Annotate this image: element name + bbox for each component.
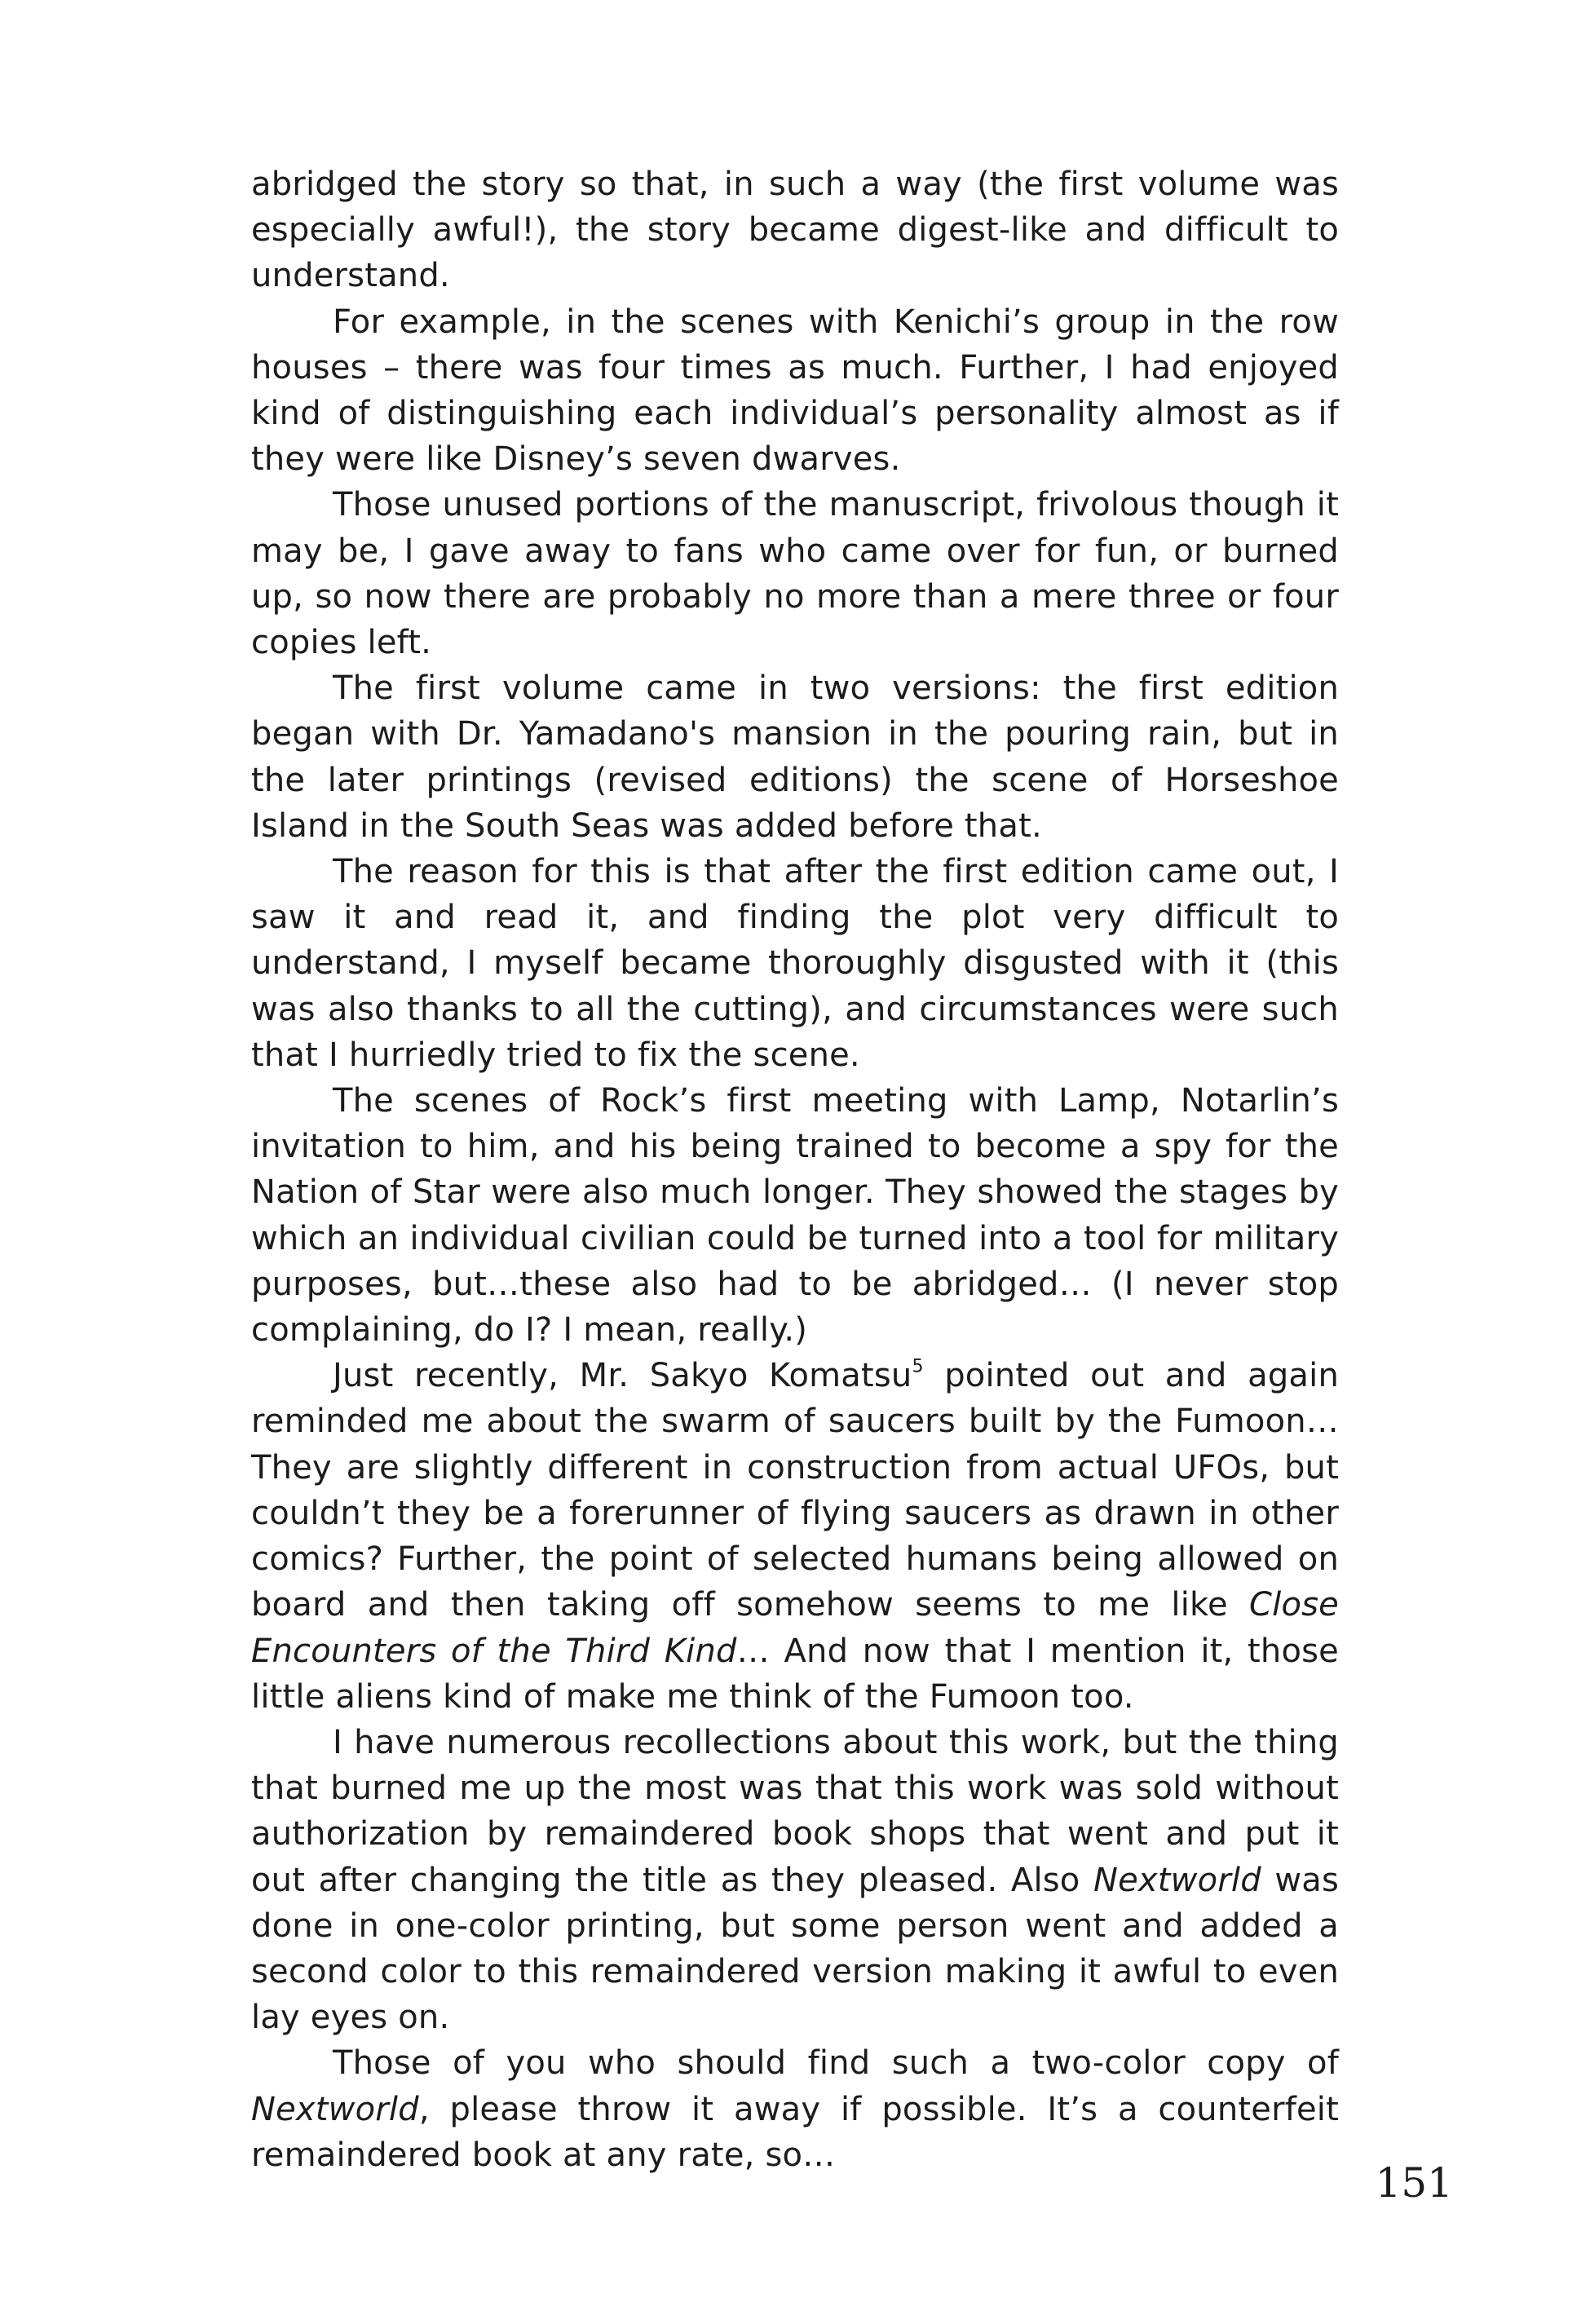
paragraph-8 xyxy=(251,1720,1339,2040)
body-text xyxy=(251,161,1339,2178)
book-title: Nextworld xyxy=(1093,1861,1261,1899)
paragraph-6: The scenes of Rock’s first meeting with Lamp, Notarlin’s invitation to him, and his being trained to become a spy for the Nation of Star were also much longer. They showed the stages by which an individual civilian could be turned into a tool for military purposes, but…these also had to be abridged… (I never stop complaining, do I? I mean, really.) xyxy=(251,1082,1339,1350)
paragraph-7-part-c: … And now that I mention it, those little aliens kind of make me think of the Fumoon too. xyxy=(251,1632,1339,1716)
film-title: Close Encounters of the Third Kind xyxy=(251,1586,1339,1670)
page-number: 151 xyxy=(1375,2159,1453,2207)
paragraph-3: Those unused portions of the manuscript, frivolous though it may be, I gave away to fans who came over for fun, or burned up, so now there are probably no more than a mere three or four copies left. xyxy=(251,486,1339,662)
paragraph-7-part-a: Just recently, Mr. Sakyo Komatsu xyxy=(333,1357,912,1395)
book-title: Nextworld xyxy=(251,2090,419,2128)
paragraph-4: The first volume came in two versions: the first edition began with Dr. Yamadano's mansion in the pouring rain, but in the later printings (revised editions) the scene of Horseshoe Island in the South Seas was added before that. xyxy=(251,669,1339,845)
paragraph-7 xyxy=(251,1353,1339,1720)
paragraph-8-part-a: I have numerous recollections about this work, but the thing that burned me up the most was that this work was sold without authorization by remaindered book shops that went and put it out after changing the title as they pleased. Also xyxy=(251,1723,1339,1899)
paragraph-9-part-b: , please throw it away if possible. It’s a counterfeit remaindered book at any rate, so… xyxy=(251,2090,1339,2174)
footnote-marker: 5 xyxy=(912,1356,924,1377)
paragraph-9 xyxy=(251,2040,1339,2178)
paragraph-8-part-b: was done in one-color printing, but some person went and added a second color to this remaindered version making it awful to even lay eyes on. xyxy=(251,1861,1339,2037)
paragraph-5: The reason for this is that after the first edition came out, I saw it and read it, and finding the plot very difficult to understand, I myself became thoroughly disgusted with it (this was also thanks to all the cutting), and circumstances were such that I hurriedly tried to fix the scene. xyxy=(251,853,1339,1074)
paragraph-1: abridged the story so that, in such a way (the first volume was especially awful!), the story became digest-like and difficult to understand. xyxy=(251,166,1339,295)
paragraph-2: For example, in the scenes with Kenichi’s group in the row houses – there was four times as much. Further, I had enjoyed kind of distinguishing each individual’s personality almost as if they were like Disney’s seven dwarves. xyxy=(251,303,1339,479)
paragraph-9-part-a: Those of you who should find such a two-color copy of xyxy=(333,2044,1339,2083)
paragraph-7-part-b: pointed out and again reminded me about the swarm of saucers built by the Fumoon… They are slightly different in construction from actual UFOs, but couldn’t they be a forerunner of flying saucers as drawn in other comics? Further, the point of selected humans being allowed on board and then taking off somehow seems to me like xyxy=(251,1357,1339,1624)
